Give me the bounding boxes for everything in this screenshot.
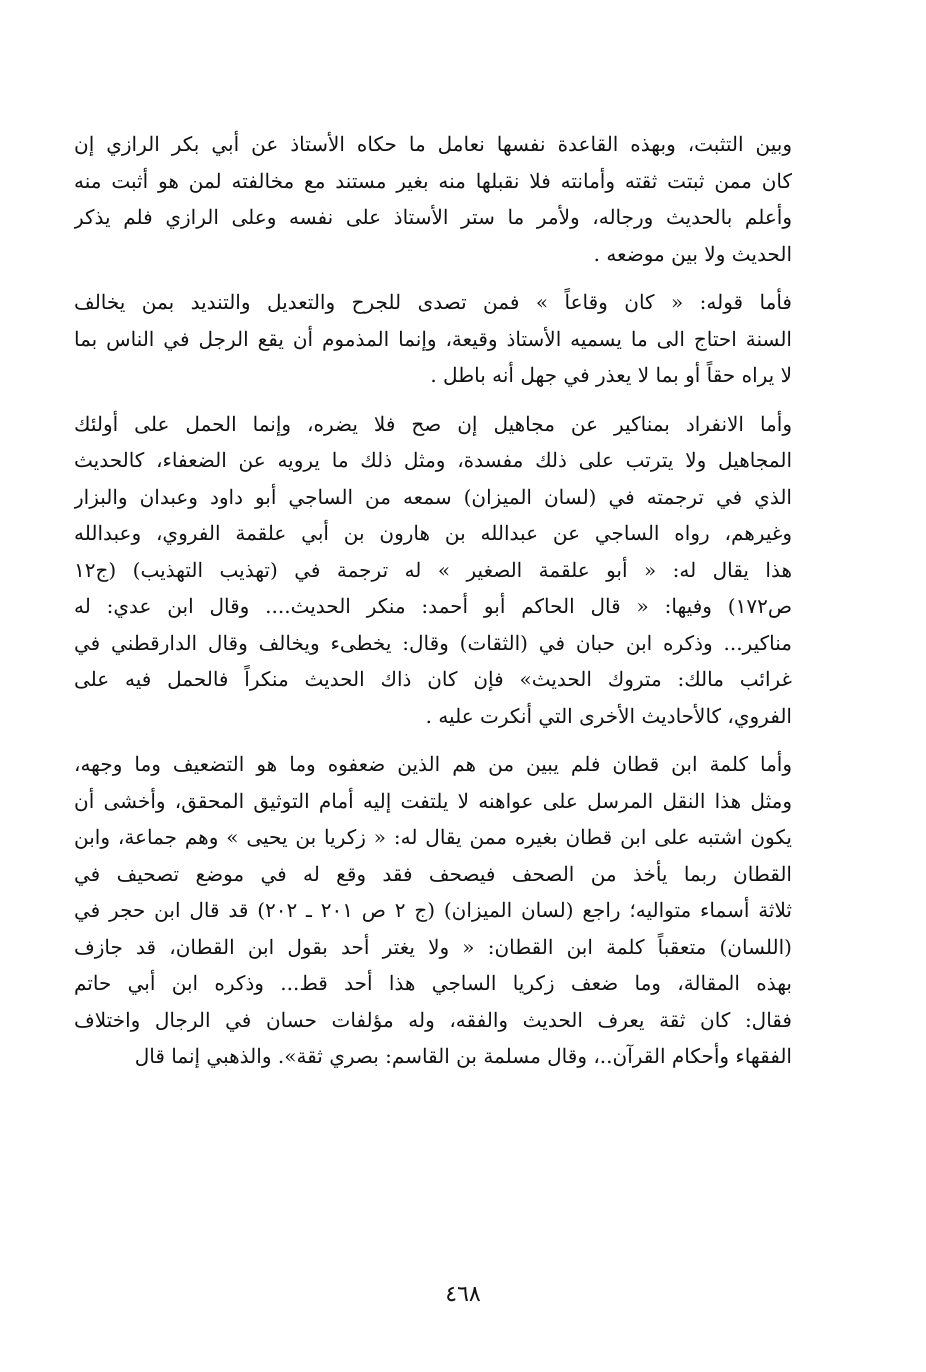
text-line: ومثل هذا النقل المرسل على عواهنه لا يلتفت إليه أمام التوثيق المحقق، وأخشى أن bbox=[74, 788, 792, 813]
text-line: السنة احتاج الى ما يسميه الأستاذ وقيعة، وإنما المذموم أن يقع الرجل في الناس بما bbox=[74, 326, 792, 351]
text-line: وأعلم بالحديث ورجاله، ولأمر ما ستر الأستاذ على نفسه وعلى الرازي فلم يذكر bbox=[74, 205, 792, 229]
text-line: الفروي، كالأحاديث الأخرى التي أنكرت عليه . bbox=[425, 703, 792, 728]
text-line: الحديث ولا بين موضعه . bbox=[593, 241, 792, 266]
text-line: وبين التثبت، وبهذه القاعدة نفسها نعامل ما حكاه الأستاذ عن أبي بكر الرازي إن bbox=[74, 132, 792, 156]
text-line: وأما كلمة ابن قطان فلم يبين من هم الذين ضعفوه وما هو التضعيف وما وجهه، bbox=[74, 752, 792, 776]
paragraph bbox=[74, 406, 792, 735]
body-text bbox=[74, 126, 792, 1075]
text-line: غرائب مالك: متروك الحديث» فإن كان ذاك الحديث منكراً فالحمل فيه على bbox=[74, 667, 792, 691]
text-line: ثلاثة أسماء متواليه؛ راجع (لسان الميزان) (ج ٢ ص ٢٠١ ـ ٢٠٢) قد قال ابن حجر في bbox=[74, 898, 792, 922]
text-line: مناكير... وذكره ابن حبان في (الثقات) وقال: يخطىء ويخالف وقال الدارقطني في bbox=[74, 630, 792, 655]
text-line: وأما الانفراد بمناكير عن مجاهيل إن صح فلا يضره، وإنما الحمل على أولئك bbox=[74, 411, 792, 436]
text-line: لا يراه حقاً أو بما لا يعذر في جهل أنه باطل . bbox=[430, 363, 792, 387]
text-line: كان ممن ثبتت ثقته وأمانته فلا نقبلها منه بغير مستند مع مخالفته لمن هو أثبت منه bbox=[74, 168, 792, 193]
text-line: بهذه المقالة، وما ضعف زكريا الساجي هذا أحد قط... وذكره ابن أبي حاتم bbox=[74, 971, 792, 995]
text-line: فأما قوله: « كان وقاعاً » فمن تصدى للجرح والتعديل والتنديد بمن يخالف bbox=[74, 290, 792, 314]
text-line: الذي في ترجمته في (لسان الميزان) سمعه من الساجي أبو داود وعبدان والبزار bbox=[74, 484, 792, 509]
text-line: المجاهيل ولا يترتب على ذلك مفسدة، ومثل ذلك ما يرويه عن الضعفاء، كالحديث bbox=[74, 448, 792, 472]
text-line: فقال: كان ثقة يعرف الحديث والفقه، وله مؤلفات حسان في الرجال واختلاف bbox=[74, 1007, 792, 1032]
text-line: يكون اشتبه على ابن قطان بغيره ممن يقال له: « زكريا بن يحيى » وهم جماعة، وابن bbox=[74, 825, 792, 849]
page-number: ٤٦٨ bbox=[445, 1282, 481, 1307]
text-line: هذا يقال له: « أبو علقمة الصغير » له ترجمة في (تهذيب التهذيب) (ج١٢ bbox=[74, 557, 792, 582]
paragraph bbox=[74, 746, 792, 1075]
paragraph bbox=[74, 126, 792, 272]
text-line: القطان ربما يأخذ من الصحف فيصحف فقد وقع له في موضع تصحيف في bbox=[74, 861, 792, 886]
paragraph bbox=[74, 284, 792, 394]
text-line: وغيرهم، رواه الساجي عن عبدالله بن هارون بن أبي علقمة الفروي، وعبدالله bbox=[74, 521, 792, 545]
text-line: الفقهاء وأحكام القرآن..، وقال مسلمة بن القاسم: بصري ثقة». والذهبي إنما قال bbox=[134, 1044, 792, 1068]
text-line: (اللسان) متعقباً كلمة ابن القطان: « ولا يغتر أحد بقول ابن القطان، قد جازف bbox=[74, 934, 792, 959]
text-line: ص١٧٢) وفيها: « قال الحاكم أبو أحمد: منكر الحديث.... وقال ابن عدي: له bbox=[74, 594, 792, 618]
